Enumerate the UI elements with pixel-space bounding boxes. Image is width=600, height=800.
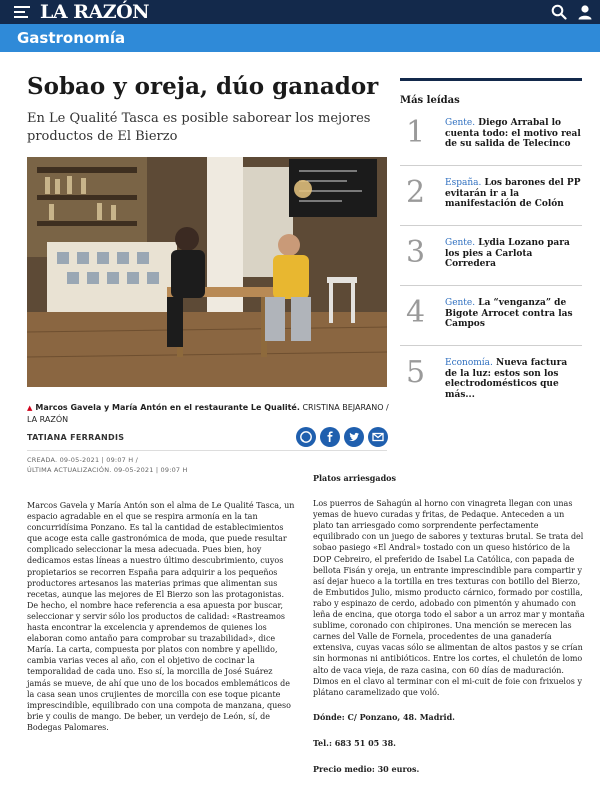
most-read-headline[interactable]: La “venganza” de Bigote Arrocet contra las Campos [445, 298, 573, 329]
most-read-link[interactable] [445, 178, 581, 210]
facebook-icon [320, 427, 340, 447]
most-read-link[interactable] [445, 238, 581, 270]
caption-triangle-icon: ▲ [27, 404, 33, 412]
restaurant-phone: Tel.: 683 51 05 38. [313, 737, 396, 748]
article-subhead: En Le Qualité Tasca es posible saborear los mejores productos de El Bierzo [27, 111, 371, 144]
share-whatsapp-button[interactable] [296, 427, 316, 447]
caption-text: Marcos Gavela y María Antón en el restaurante Le Qualité. [35, 403, 300, 412]
site-logo[interactable]: LA RAZÓN [40, 1, 150, 23]
twitter-icon [344, 427, 364, 447]
created-date: CREADA. 09-05-2021 | 09:07 H / [27, 456, 139, 464]
most-read-sidebar [400, 78, 582, 406]
most-read-rank: 5 [406, 355, 426, 390]
most-read-rank: 2 [406, 175, 426, 210]
most-read-rank: 3 [406, 235, 426, 270]
restaurant-price: Precio medio: 30 euros. [313, 763, 420, 774]
most-read-category[interactable]: Gente. [445, 238, 476, 248]
search-icon[interactable] [551, 4, 567, 20]
share-email-button[interactable] [368, 427, 388, 447]
article-headline: Sobao y oreja, dúo ganador [27, 73, 379, 100]
most-read-item[interactable] [400, 286, 582, 346]
most-read-headline[interactable]: Nueva factura de la luz: estos son los electrodomésticos que más... [445, 358, 568, 400]
most-read-item[interactable] [400, 226, 582, 286]
most-read-category[interactable]: Economía. [445, 358, 493, 368]
sidebar-top-rule [400, 78, 582, 81]
share-facebook-button[interactable] [320, 427, 340, 447]
most-read-link[interactable] [445, 298, 581, 330]
most-read-title: Más leídas [400, 95, 460, 106]
most-read-headline[interactable]: Diego Arrabal lo cuenta todo: el motivo real de su salida de Telecinco [445, 118, 581, 149]
most-read-category[interactable]: Gente. [445, 298, 476, 308]
most-read-category[interactable]: Gente. [445, 118, 476, 128]
updated-date: ÚLTIMA ACTUALIZACIÓN. 09-05-2021 | 09:07 H [27, 466, 188, 474]
whatsapp-icon [296, 427, 316, 447]
most-read-item[interactable] [400, 346, 582, 406]
article-body-left: Marcos Gavela y María Antón son el alma de Le Qualité Tasca, un espacio agradable en el que se respira armonía en la tan concurridísima Ponzano. Es tal la cantidad de establecimientos que acoge esta calle gastronómica de moda, que puede resultar complicado seleccionar la mesa adecuada. Pues bien, hoy dedicamos estas líneas a nuestro último descubrimiento, cuyos propietarios se recorren España para adquirir a los pequeños productores artesanos las materias primas que alimentan sus recetas, aunque las mejores de El Bierzo son las protagonistas. De hecho, el nombre hace referencia a esa apuesta por buscar, seleccionar y servir sólo los productos de calidad: «Rastreamos hasta encontrar la excelencia y aprendemos de quienes los elaboran como antaño para comprobar su trazabilidad», dice María. La carta, compuesta por platos con nombre y apellido, cambia varias veces al año, con el objetivo de cocinar la temporalidad de cada uno. Eso sí, la morcilla de José Suárez jamás se mueve, de ahí que uno de los bocados emblemáticos de la casa sean unos crujientes de morcilla con ese toque picante imprescindible, equilibrado con una compota de manzana, queso brie y coulis de mango. De beber, un verdejo de León, sí, de Bodegas Palomares. [27, 501, 295, 732]
photo-caption [27, 402, 397, 425]
most-read-link[interactable] [445, 118, 581, 150]
user-icon[interactable] [577, 4, 593, 20]
author-divider [27, 450, 387, 451]
most-read-category[interactable]: España. [445, 178, 482, 188]
most-read-item[interactable] [400, 166, 582, 226]
section-bar [0, 24, 600, 52]
most-read-rank: 1 [406, 115, 426, 150]
most-read-item[interactable] [400, 106, 582, 166]
section-title[interactable]: Gastronomía [17, 29, 126, 47]
article-dates [27, 455, 188, 475]
most-read-headline[interactable]: Lydia Lozano para los pies a Carlota Corredera [445, 238, 570, 269]
hamburger-menu-icon[interactable] [14, 6, 30, 18]
top-bar [0, 0, 600, 24]
most-read-rank: 4 [406, 295, 426, 330]
email-icon [368, 427, 388, 447]
article-author[interactable]: TATIANA FERRANDIS [27, 433, 125, 442]
share-twitter-button[interactable] [344, 427, 364, 447]
restaurant-address: Dónde: C/ Ponzano, 48. Madrid. [313, 711, 455, 722]
most-read-link[interactable] [445, 358, 581, 400]
article-photo [27, 157, 387, 387]
subsection-paragraph: Los puerros de Sahagún al horno con vinagreta llegan con unas yemas de huevo curadas y fritas, de Pedaque. Anteceden a un plato tan arriesgado como sorprendente perfectamente equilibrado con un juego de sabores y texturas brutal. Se trata del sobao pasiego «El Andral» tostado con un queso histórico de la DOP Cebreiro, el preferido de Isabel La Católica, con papada de bellota Fisán y oreja, un entrante imprescindible para compartir y así dejar hueco a la tortilla en tres texturas con botillo del Bierzo, de Embutidos Julio, mismo producto cárnico, formado por costilla, rabo y espinazo de cerdo, adobado con pimentón y ahumado con leña de encina, que otorga todo el sabor a un arroz mar y montaña sublime, coronado con chipirones. Una mención se merecen las carnes del Valle de Fornela, procedentes de una ganadería extensiva, cuyas vacas sólo se alimentan de altos pastos y se crían sin hormonas ni antibióticos. Entre los cortes, el chuletón de lomo alto de vaca vieja, de raza casina, con 60 días de maduración. Dimos en el clavo al terminar con el mi-cuit de foie con frixuelos y plátano caramelizado que voló. [313, 499, 585, 697]
subsection-heading: Platos arriesgados [313, 473, 397, 483]
most-read-headline[interactable]: Los barones del PP evitarán ir a la manifestación de Colón [445, 178, 581, 209]
article-body-right [313, 473, 585, 790]
caption-credit: CRISTINA BEJARANO / LA RAZÓN [27, 403, 389, 424]
